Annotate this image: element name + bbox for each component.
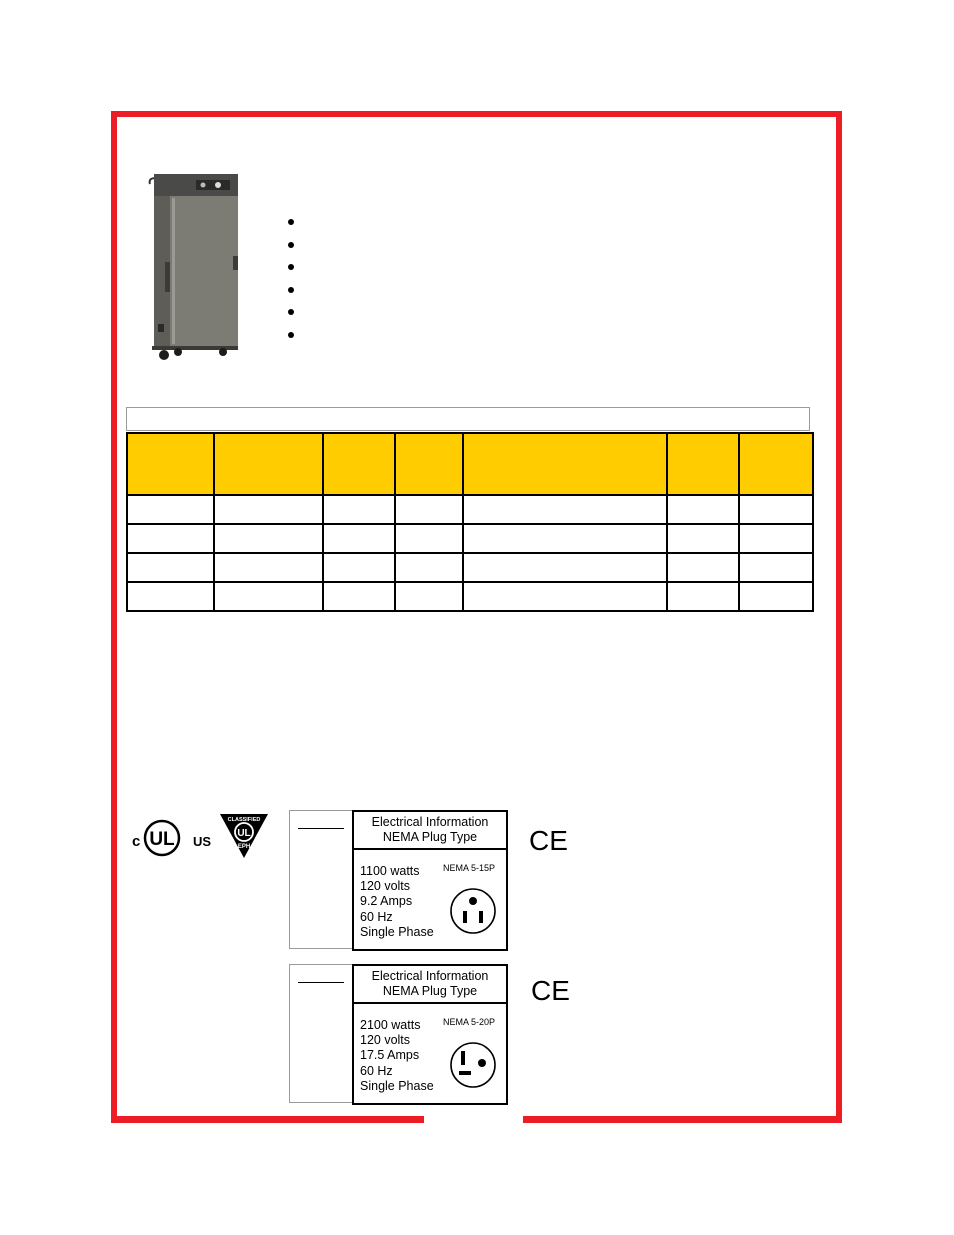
table-cell xyxy=(214,495,323,524)
column-header xyxy=(395,433,463,495)
table-caption xyxy=(126,407,810,431)
svg-text:CE: CE xyxy=(529,825,568,853)
table-cell xyxy=(667,495,739,524)
table-cell xyxy=(739,524,813,553)
ul-us-text: US xyxy=(193,834,212,849)
table-cell xyxy=(127,495,214,524)
table-row xyxy=(127,524,813,553)
electrical-info-panel xyxy=(352,964,508,1105)
electrical-info-title: Electrical Information xyxy=(371,815,489,829)
table-header-row xyxy=(127,433,813,495)
ul-eph-classified-logo xyxy=(218,808,270,860)
column-header xyxy=(214,433,323,495)
table-cell xyxy=(463,524,667,553)
eph-top-text: CLASSIFIED xyxy=(227,817,261,823)
amps-value: 17.5 Amps xyxy=(360,1048,420,1063)
column-header xyxy=(739,433,813,495)
page-frame-bottom-right xyxy=(523,1116,842,1123)
phase-value: Single Phase xyxy=(360,924,434,939)
table-cell xyxy=(323,582,395,611)
table-row xyxy=(127,582,813,611)
electrical-specs xyxy=(360,864,434,940)
watts-value: 2100 watts xyxy=(360,1018,421,1032)
table-cell xyxy=(463,553,667,582)
table-cell xyxy=(127,553,214,582)
electrical-model-cell xyxy=(289,810,352,949)
electrical-info-header xyxy=(354,966,506,1004)
table-cell xyxy=(127,582,214,611)
table-cell xyxy=(739,553,813,582)
hz-value: 60 Hz xyxy=(360,1063,393,1078)
table-cell xyxy=(127,524,214,553)
table-cell xyxy=(463,495,667,524)
electrical-info-box xyxy=(289,964,508,1105)
table-cell xyxy=(323,524,395,553)
table-cell xyxy=(667,524,739,553)
svg-text:CE: CE xyxy=(531,975,570,1003)
table-cell xyxy=(395,582,463,611)
electrical-info-panel xyxy=(352,810,508,951)
nema-5-20p-outlet-icon xyxy=(449,1041,497,1089)
column-header xyxy=(323,433,395,495)
column-header xyxy=(463,433,667,495)
table-row xyxy=(127,495,813,524)
electrical-info-title: Electrical Information xyxy=(371,969,489,983)
volts-value: 120 volts xyxy=(360,1033,411,1048)
plug-type-label: NEMA 5-20P xyxy=(443,1017,496,1027)
table-cell xyxy=(395,553,463,582)
table-cell xyxy=(214,524,323,553)
electrical-specs xyxy=(360,1018,434,1094)
table-cell xyxy=(214,553,323,582)
table-cell xyxy=(463,582,667,611)
table-cell xyxy=(323,553,395,582)
page-frame-left xyxy=(111,111,117,1123)
ce-mark-icon xyxy=(531,975,571,1003)
eph-mark-text: UL xyxy=(237,828,251,839)
phase-value: Single Phase xyxy=(360,1078,434,1093)
spec-table xyxy=(126,432,814,612)
table-cell xyxy=(395,495,463,524)
electrical-model-cell xyxy=(289,964,352,1103)
table-cell xyxy=(667,582,739,611)
ce-mark-icon xyxy=(529,825,569,853)
page-frame-top xyxy=(111,111,842,117)
column-header xyxy=(127,433,214,495)
ul-mark-text: UL xyxy=(149,829,175,850)
table-cell xyxy=(739,495,813,524)
ul-c-text: c xyxy=(132,833,141,850)
product-photo xyxy=(148,172,244,362)
table-cell xyxy=(739,582,813,611)
volts-value: 120 volts xyxy=(360,879,411,894)
watts-value: 1100 watts xyxy=(360,864,420,878)
cul-us-listed-logo xyxy=(131,813,213,863)
nema-5-15p-outlet-icon xyxy=(449,887,497,935)
eph-bottom-text: EPH xyxy=(237,844,251,850)
page-frame-bottom-left xyxy=(111,1116,424,1123)
table-row xyxy=(127,553,813,582)
hz-value: 60 Hz xyxy=(360,909,393,924)
plug-type-title: NEMA Plug Type xyxy=(382,984,478,998)
table-cell xyxy=(214,582,323,611)
electrical-info-header xyxy=(354,812,506,850)
table-cell xyxy=(395,524,463,553)
column-header xyxy=(667,433,739,495)
page-frame-right xyxy=(836,111,842,1123)
amps-value: 9.2 Amps xyxy=(360,894,413,909)
table-cell xyxy=(667,553,739,582)
plug-type-label: NEMA 5-15P xyxy=(443,863,496,873)
electrical-info-box xyxy=(289,810,508,951)
table-cell xyxy=(323,495,395,524)
plug-type-title: NEMA Plug Type xyxy=(382,830,478,844)
